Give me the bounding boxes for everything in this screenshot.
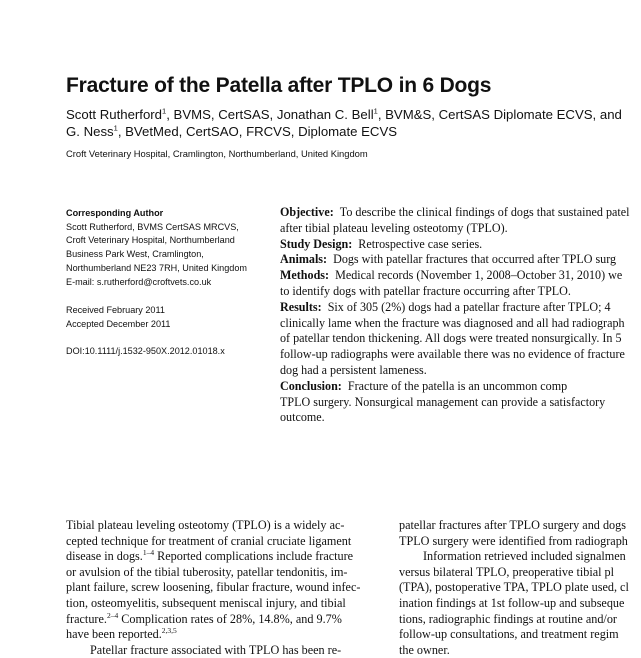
abstract-text: To describe the clinical findings of dogs that sustained patel bbox=[339, 205, 630, 219]
body-text-line bbox=[66, 643, 386, 658]
body-text-line bbox=[399, 565, 641, 581]
reference-superscript[interactable]: 1 bbox=[113, 123, 118, 133]
abstract-line bbox=[280, 205, 641, 221]
abstract-text: follow-up radiographs were available there was no evidence of fracture bbox=[280, 347, 625, 362]
doi[interactable] bbox=[66, 345, 272, 359]
abstract-section-label: Results: bbox=[280, 299, 322, 314]
abstract-line bbox=[280, 268, 641, 284]
text-run: disease in dogs. bbox=[66, 549, 143, 564]
reference-superscript[interactable]: 1 bbox=[373, 106, 378, 116]
text-run: tions, radiographic findings at routine and/or bbox=[399, 611, 617, 626]
article-title: Fracture of the Patella after TPLO in 6 Dogs bbox=[66, 74, 492, 97]
abstract bbox=[280, 205, 641, 426]
text-run: fracture. bbox=[66, 611, 107, 626]
author-list bbox=[66, 106, 641, 140]
body-text-line bbox=[66, 627, 386, 643]
body-text-line bbox=[399, 580, 641, 596]
text-run: the owner. bbox=[399, 642, 450, 657]
abstract-line bbox=[280, 363, 641, 379]
accepted-date: Accepted December 2011 bbox=[66, 318, 171, 329]
text-run: Reported complications include fracture bbox=[154, 549, 354, 564]
abstract-text: Dogs with patellar fractures that occurred after TPLO surg bbox=[333, 252, 617, 267]
text-run: tion, osteomyelitis, subsequent meniscal injury, and tibial bbox=[66, 595, 346, 610]
abstract-section-label: Animals: bbox=[280, 252, 328, 267]
abstract-text: Six of 305 (2%) dogs had a patellar fracture after TPLO; 4 bbox=[327, 299, 611, 314]
text-run: , BVetMed, CertSAO, FRCVS, Diplomate ECVS bbox=[117, 124, 398, 139]
text-run: ination findings at 1st follow-up and subseque bbox=[399, 595, 625, 610]
body-text-line bbox=[66, 549, 386, 565]
abstract-text: Fracture of the patella is an uncommon comp bbox=[347, 378, 568, 393]
abstract-text: to identify dogs with patellar fracture occurring after TPLO. bbox=[280, 283, 571, 298]
abstract-line bbox=[280, 410, 641, 426]
text-run: or avulsion of the tibial tuberosity, patellar tendonitis, im- bbox=[66, 564, 348, 579]
abstract-section-label: Conclusion: bbox=[280, 378, 342, 393]
abstract-line bbox=[280, 284, 641, 300]
corresponding-author-email[interactable]: E-mail: s.rutherford@croftvets.co.uk bbox=[66, 276, 212, 287]
abstract-line bbox=[280, 331, 641, 347]
body-text-line bbox=[399, 627, 641, 643]
body-text-line bbox=[399, 534, 641, 550]
text-run: cepted technique for treatment of cranial cruciate ligament bbox=[66, 533, 352, 548]
reference-superscript[interactable]: 1 bbox=[162, 106, 167, 116]
body-text-line bbox=[399, 596, 641, 612]
abstract-text: Retrospective case series. bbox=[358, 236, 483, 251]
text-run: Complication rates of 28%, 14.8%, and 9.7% bbox=[118, 611, 342, 626]
abstract-text: TPLO surgery. Nonsurgical management can provide a satisfactory bbox=[280, 394, 606, 409]
abstract-text: Medical records (November 1, 2008–October 31, 2010) we bbox=[335, 268, 623, 283]
abstract-section-label: Methods: bbox=[280, 268, 330, 283]
received-date: Received February 2011 bbox=[66, 305, 165, 315]
corresponding-author-heading: Corresponding Author bbox=[66, 208, 164, 218]
abstract-text: of patellar tendon thickening. All dogs were treated nonsurgically. In 5 bbox=[280, 331, 622, 346]
abstract-line bbox=[280, 379, 641, 395]
body-text-line bbox=[66, 612, 386, 628]
text-run: (TPA), postoperative TPA, TPLO plate used, cl bbox=[399, 580, 629, 595]
body-column-right bbox=[399, 518, 641, 658]
corresponding-author-block bbox=[66, 207, 272, 289]
text-run: Information retrieved included signalmen bbox=[423, 549, 626, 564]
abstract-text: after tibial plateau leveling osteotomy (TPLO). bbox=[280, 220, 508, 235]
abstract-line bbox=[280, 252, 641, 268]
text-run: plant failure, screw loosening, fibular fracture, wound infec- bbox=[66, 580, 361, 595]
abstract-text: dog had a persistent lameness. bbox=[280, 362, 427, 377]
body-text-line bbox=[399, 518, 641, 534]
text-run: Patellar fracture associated with TPLO has been re- bbox=[90, 642, 342, 657]
abstract-section-label: Study Design: bbox=[280, 236, 353, 251]
author-line-1 bbox=[66, 106, 641, 123]
abstract-line bbox=[280, 221, 641, 237]
corresponding-author-line: Business Park West, Cramlington, bbox=[66, 249, 204, 260]
abstract-text: clinically lame when the fracture was diagnosed and all had radiograph bbox=[280, 315, 625, 330]
text-run: , BVMS, CertSAS, Jonathan C. Bell bbox=[166, 107, 374, 122]
doi-text[interactable]: DOI:10.1111/j.1532-950X.2012.01018.x bbox=[66, 346, 225, 356]
text-run: , BVM&S, CertSAS Diplomate ECVS, and bbox=[377, 107, 622, 122]
abstract-text: outcome. bbox=[280, 410, 325, 425]
corresponding-author-line: Croft Veterinary Hospital, Northumberland bbox=[66, 235, 235, 246]
reference-superscript[interactable]: 1–4 bbox=[142, 548, 155, 558]
text-run: versus bilateral TPLO, preoperative tibial pl bbox=[399, 564, 615, 579]
text-run: TPLO surgery were identified from radiograph bbox=[399, 533, 628, 548]
body-text-line bbox=[66, 565, 386, 581]
abstract-line bbox=[280, 395, 641, 411]
body-text-line bbox=[66, 580, 386, 596]
abstract-section-label: Objective: bbox=[280, 205, 334, 219]
abstract-line bbox=[280, 300, 641, 316]
body-text-line bbox=[66, 596, 386, 612]
submission-dates bbox=[66, 304, 272, 331]
reference-superscript[interactable]: 2–4 bbox=[106, 610, 119, 620]
body-text-line bbox=[66, 518, 386, 534]
body-text-line bbox=[399, 643, 641, 658]
corresponding-author-line: Scott Rutherford, BVMS CertSAS MRCVS, bbox=[66, 221, 239, 232]
reference-superscript[interactable]: 2,3,5 bbox=[161, 626, 177, 636]
affiliation: Croft Veterinary Hospital, Cramlington, Northumberland, United Kingdom bbox=[66, 148, 368, 159]
text-run: have been reported. bbox=[66, 627, 162, 642]
body-text-line bbox=[66, 534, 386, 550]
body-text-line bbox=[399, 549, 641, 565]
text-run: Tibial plateau leveling osteotomy (TPLO) is a widely ac- bbox=[66, 518, 345, 532]
body-text-line bbox=[399, 612, 641, 628]
text-run: G. Ness bbox=[66, 124, 114, 139]
text-run: follow-up consultations, and treatment regim bbox=[399, 627, 619, 642]
text-run: Scott Rutherford bbox=[66, 107, 163, 122]
abstract-line bbox=[280, 347, 641, 363]
author-line-2 bbox=[66, 123, 641, 140]
corresponding-author-line: Northumberland NE23 7RH, United Kingdom bbox=[66, 262, 247, 273]
abstract-line bbox=[280, 237, 641, 253]
text-run: patellar fractures after TPLO surgery and dogs bbox=[399, 518, 626, 532]
abstract-line bbox=[280, 316, 641, 332]
body-column-left bbox=[66, 518, 386, 658]
